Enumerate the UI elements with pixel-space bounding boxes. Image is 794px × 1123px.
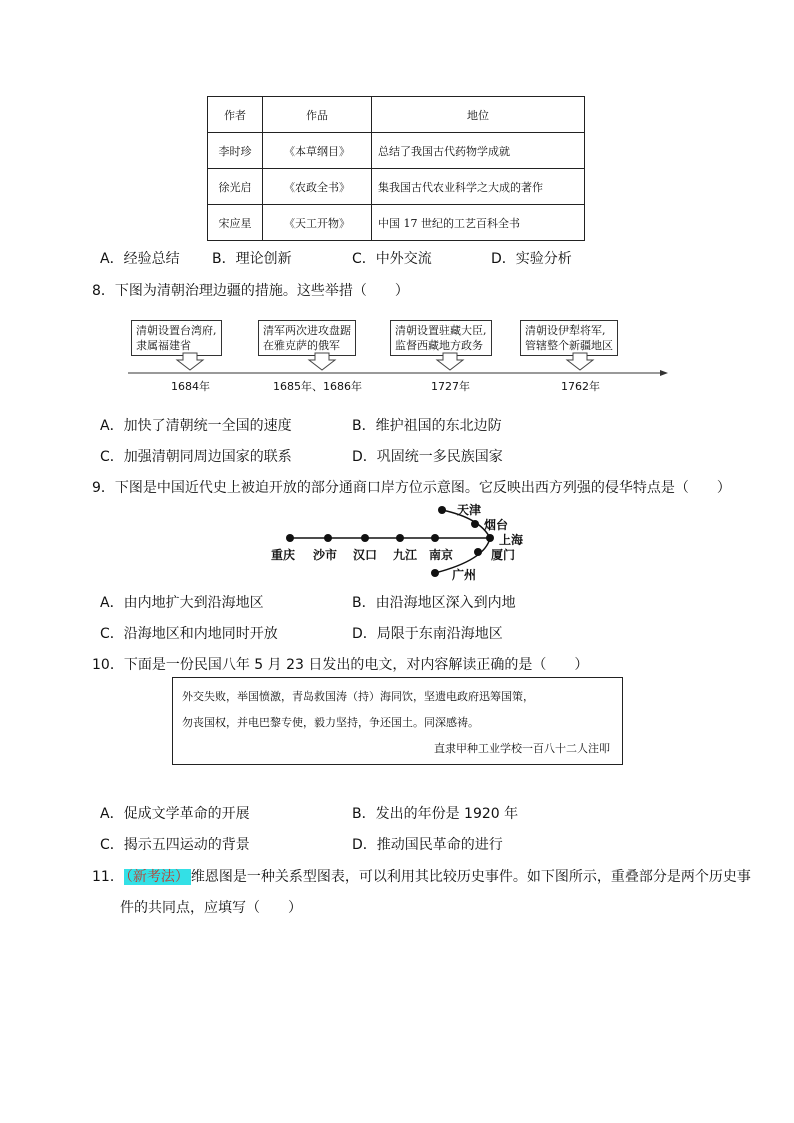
q10-option-c[interactable]: C．揭示五四运动的背景 [100,837,250,853]
q9-option-a[interactable]: A．由内地扩大到沿海地区 [100,595,264,611]
port-dot [286,534,294,542]
timeline-arrow-icon [567,353,593,370]
timeline-event-text: 清朝设伊犁将军, [525,324,606,337]
map-label: 上海 [499,533,524,547]
map-label: 沙市 [313,548,338,562]
telegram-line: 勿丧国权，并电巴黎专使，毅力坚持，争还国土。同深感祷。 [182,716,479,729]
q7-option-c[interactable]: C．中外交流 [352,251,432,267]
table-cell: 《天工开物》 [263,205,372,241]
timeline-year: 1727年 [431,380,470,393]
table-cell: 《本草纲目》 [263,133,372,169]
timeline-event-box [520,320,618,356]
timeline-arrow-icon [309,353,335,370]
telegram-signature: 直隶甲种工业学校一百八十二人注叩 [434,742,610,755]
map-label: 天津 [457,503,482,517]
port-dot [471,520,479,528]
map-label: 南京 [429,548,454,562]
timeline-event-text: 在雅克萨的俄军 [263,339,340,352]
port-dot [438,506,446,514]
table-cell: 宋应星 [208,205,263,241]
map-label: 广州 [452,568,477,582]
timeline-event-box [258,320,356,356]
new-exam-tag: （新考法） [125,869,189,885]
timeline-event-text: 监督西藏地方政务 [395,339,483,352]
timeline-event-box [131,320,222,356]
timeline-year: 1685年、1686年 [273,380,362,393]
table-header: 地位 [372,97,585,133]
timeline-event-text: 清朝设置台湾府, [136,324,217,337]
table-cell: 徐光启 [208,169,263,205]
timeline-year: 1684年 [171,380,210,393]
q8-stem: 8．下图为清朝治理边疆的措施。这些举措（ ） [92,283,409,299]
map-label: 烟台 [484,518,509,532]
timeline-event-text: 管辖整个新疆地区 [525,339,613,352]
treaty-ports-map [260,498,540,584]
telegram-line: 外交失败，举国愤激，青岛救国涛（持）海同饮，坚遗电政府迅筹国策， [182,690,534,703]
map-label: 九江 [393,548,418,562]
q9-stem: 9．下图是中国近代史上被迫开放的部分通商口岸方位示意图。它反映出西方列强的侵华特点是（ ） [92,480,731,496]
table-cell: 总结了我国古代药物学成就 [372,133,585,169]
map-label: 重庆 [271,548,296,562]
timeline-event-text: 清朝设置驻藏大臣, [395,324,487,337]
q8-option-d[interactable]: D．巩固统一多民族国家 [352,449,503,465]
q10-option-b[interactable]: B．发出的年份是 1920 年 [352,806,519,822]
q7-option-a[interactable]: A．经验总结 [100,251,180,267]
table-header-row [208,97,585,133]
q9-option-b[interactable]: B．由沿海地区深入到内地 [352,595,516,611]
table-row [208,133,585,169]
q7-option-d[interactable]: D．实验分析 [491,251,572,267]
q11-stem-line2: 件的共同点，应填写（ ） [120,900,302,916]
q9-option-d[interactable]: D．局限于东南沿海地区 [352,626,503,642]
works-table [207,96,585,241]
q11-text: 维恩图是一种关系型图表，可以利用其比较历史事件。如下图所示，重叠部分是两个历史事 [190,869,751,885]
timeline-year: 1762年 [561,380,600,393]
timeline-event-text: 清军两次进攻盘踞 [263,324,351,337]
map-label: 汉口 [353,548,378,562]
port-dot [431,534,439,542]
q7-option-b[interactable]: B．理论创新 [212,251,292,267]
timeline-arrow-icon [177,353,203,370]
q8-option-c[interactable]: C．加强清朝同周边国家的联系 [100,449,292,465]
q8-option-a[interactable]: A．加快了清朝统一全国的速度 [100,418,292,434]
timeline-arrow-icon [437,353,463,370]
timeline-event-text: 隶属福建省 [136,339,191,352]
port-dot [486,534,494,542]
port-dot [431,569,439,577]
q8-option-b[interactable]: B．维护祖国的东北边防 [352,418,502,434]
port-dot [324,534,332,542]
q11-stem-line1 [92,866,751,886]
port-dot [474,548,482,556]
table-row [208,205,585,241]
table-cell: 李时珍 [208,133,263,169]
q10-stem: 10．下面是一份民国八年 5 月 23 日发出的电文，对内容解读正确的是（ ） [92,657,589,673]
q10-option-a[interactable]: A．促成文学革命的开展 [100,806,250,822]
table-row [208,169,585,205]
timeline-event-box [390,320,492,356]
q9-option-c[interactable]: C．沿海地区和内地同时开放 [100,626,278,642]
telegram-box [172,677,623,765]
q11-number: 11． [92,869,124,885]
port-dot [361,534,369,542]
port-dot [396,534,404,542]
map-label: 厦门 [491,548,516,562]
table-cell: 《农政全书》 [263,169,372,205]
q10-option-d[interactable]: D．推动国民革命的进行 [352,837,503,853]
table-cell: 集我国古代农业科学之大成的著作 [372,169,585,205]
table-header: 作品 [263,97,372,133]
table-cell: 中国 17 世纪的工艺百科全书 [372,205,585,241]
table-header: 作者 [208,97,263,133]
